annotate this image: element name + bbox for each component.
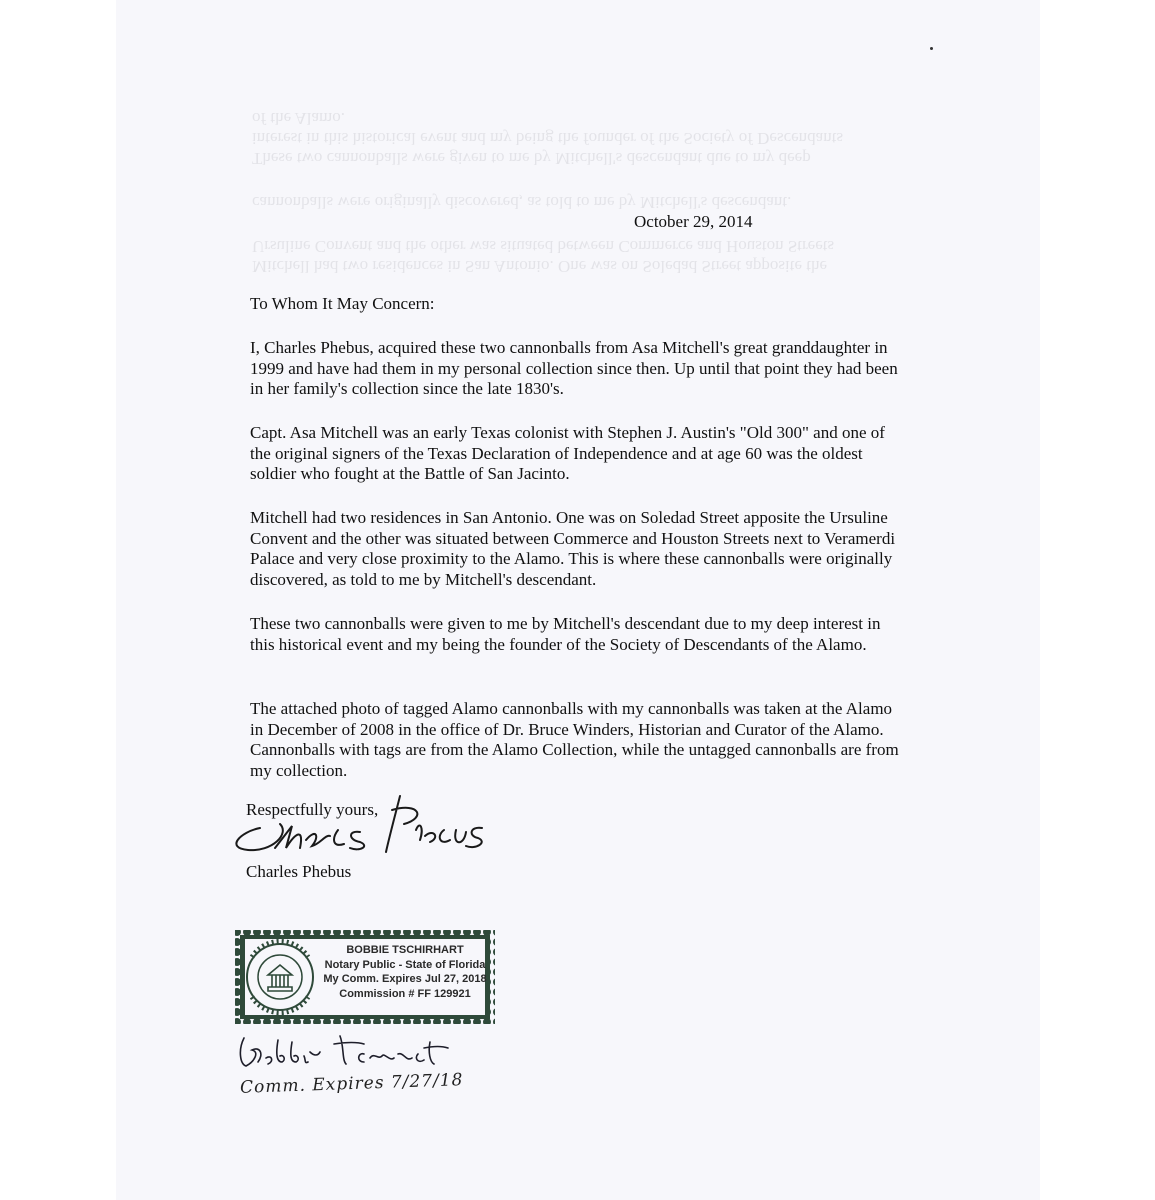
notary-stamp-text xyxy=(320,943,490,1001)
handwritten-commission-note: Comm. Expires 7/27/18 xyxy=(239,1070,464,1098)
closing: Respectfully yours, xyxy=(246,800,379,819)
notary-title: Notary Public - State of Florida xyxy=(324,958,486,971)
bleed-through: Mitchell had two residences in San Antonio. One was on Soledad Street apposite the xyxy=(252,257,828,276)
bleed-through: cannonballs were originally discovered, as told to me by Mitchell's descendant. xyxy=(252,193,792,212)
notary-commission: Commission # FF 129921 xyxy=(339,987,471,1000)
paragraph-asa-mitchell: Capt. Asa Mitchell was an early Texas colonist with Stephen J. Austin's "Old 300" and one of the original signers of the Texas Declaration of Independence and at age 60 was the oldest soldier who fought at the Battle of San Jacinto. xyxy=(250,423,885,483)
signature-bobbie-tschirhart xyxy=(234,1032,464,1072)
bleed-through: These two cannonballs were given to me by Mitchell's descendant due to my deep xyxy=(252,149,811,168)
paragraph-acquisition: I, Charles Phebus, acquired these two cannonballs from Asa Mitchell's great granddaughter in 1999 and have had them in my personal collection since then. Up until that point they had been in her family's collection since the late 1830's. xyxy=(250,338,898,398)
bleed-through: Ursuline Convent and the other was situated between Commerce and Houston Streets xyxy=(252,237,835,256)
speck xyxy=(930,47,933,50)
letter-date: October 29, 2014 xyxy=(634,212,753,231)
bleed-through: of the Alamo. xyxy=(252,109,346,128)
notary-name: BOBBIE TSCHIRHART xyxy=(346,944,464,956)
bleed-through: interest in this historical event and my being the founder of the Society of Descendants xyxy=(252,129,844,148)
paragraph-residences: Mitchell had two residences in San Antonio. One was on Soledad Street apposite the Ursuline Convent and the other was situated between Commerce and Houston Streets next to Veramerdi Palace and very close proximity to the Alamo. This is where these cannonballs were originally discovered, as told to me by Mitchell's descendant. xyxy=(250,508,896,589)
paragraph-photo: The attached photo of tagged Alamo cannonballs with my cannonballs was taken at the Alamo in December of 2008 in the office of Dr. Bruce Winders, Historian and Curator of the Alamo. Cannonballs with tags are from the Alamo Collection, while the untagged cannonballs are from my collection. xyxy=(250,699,899,780)
salutation: To Whom It May Concern: xyxy=(250,294,435,313)
notary-expires: My Comm. Expires Jul 27, 2018 xyxy=(323,973,487,985)
signature-charles-phebus xyxy=(220,790,490,860)
signer-name: Charles Phebus xyxy=(246,862,352,881)
paragraph-gift: These two cannonballs were given to me by Mitchell's descendant due to my deep interest in this historical event and my being the founder of the Society of Descendants of the Alamo. xyxy=(250,614,881,654)
